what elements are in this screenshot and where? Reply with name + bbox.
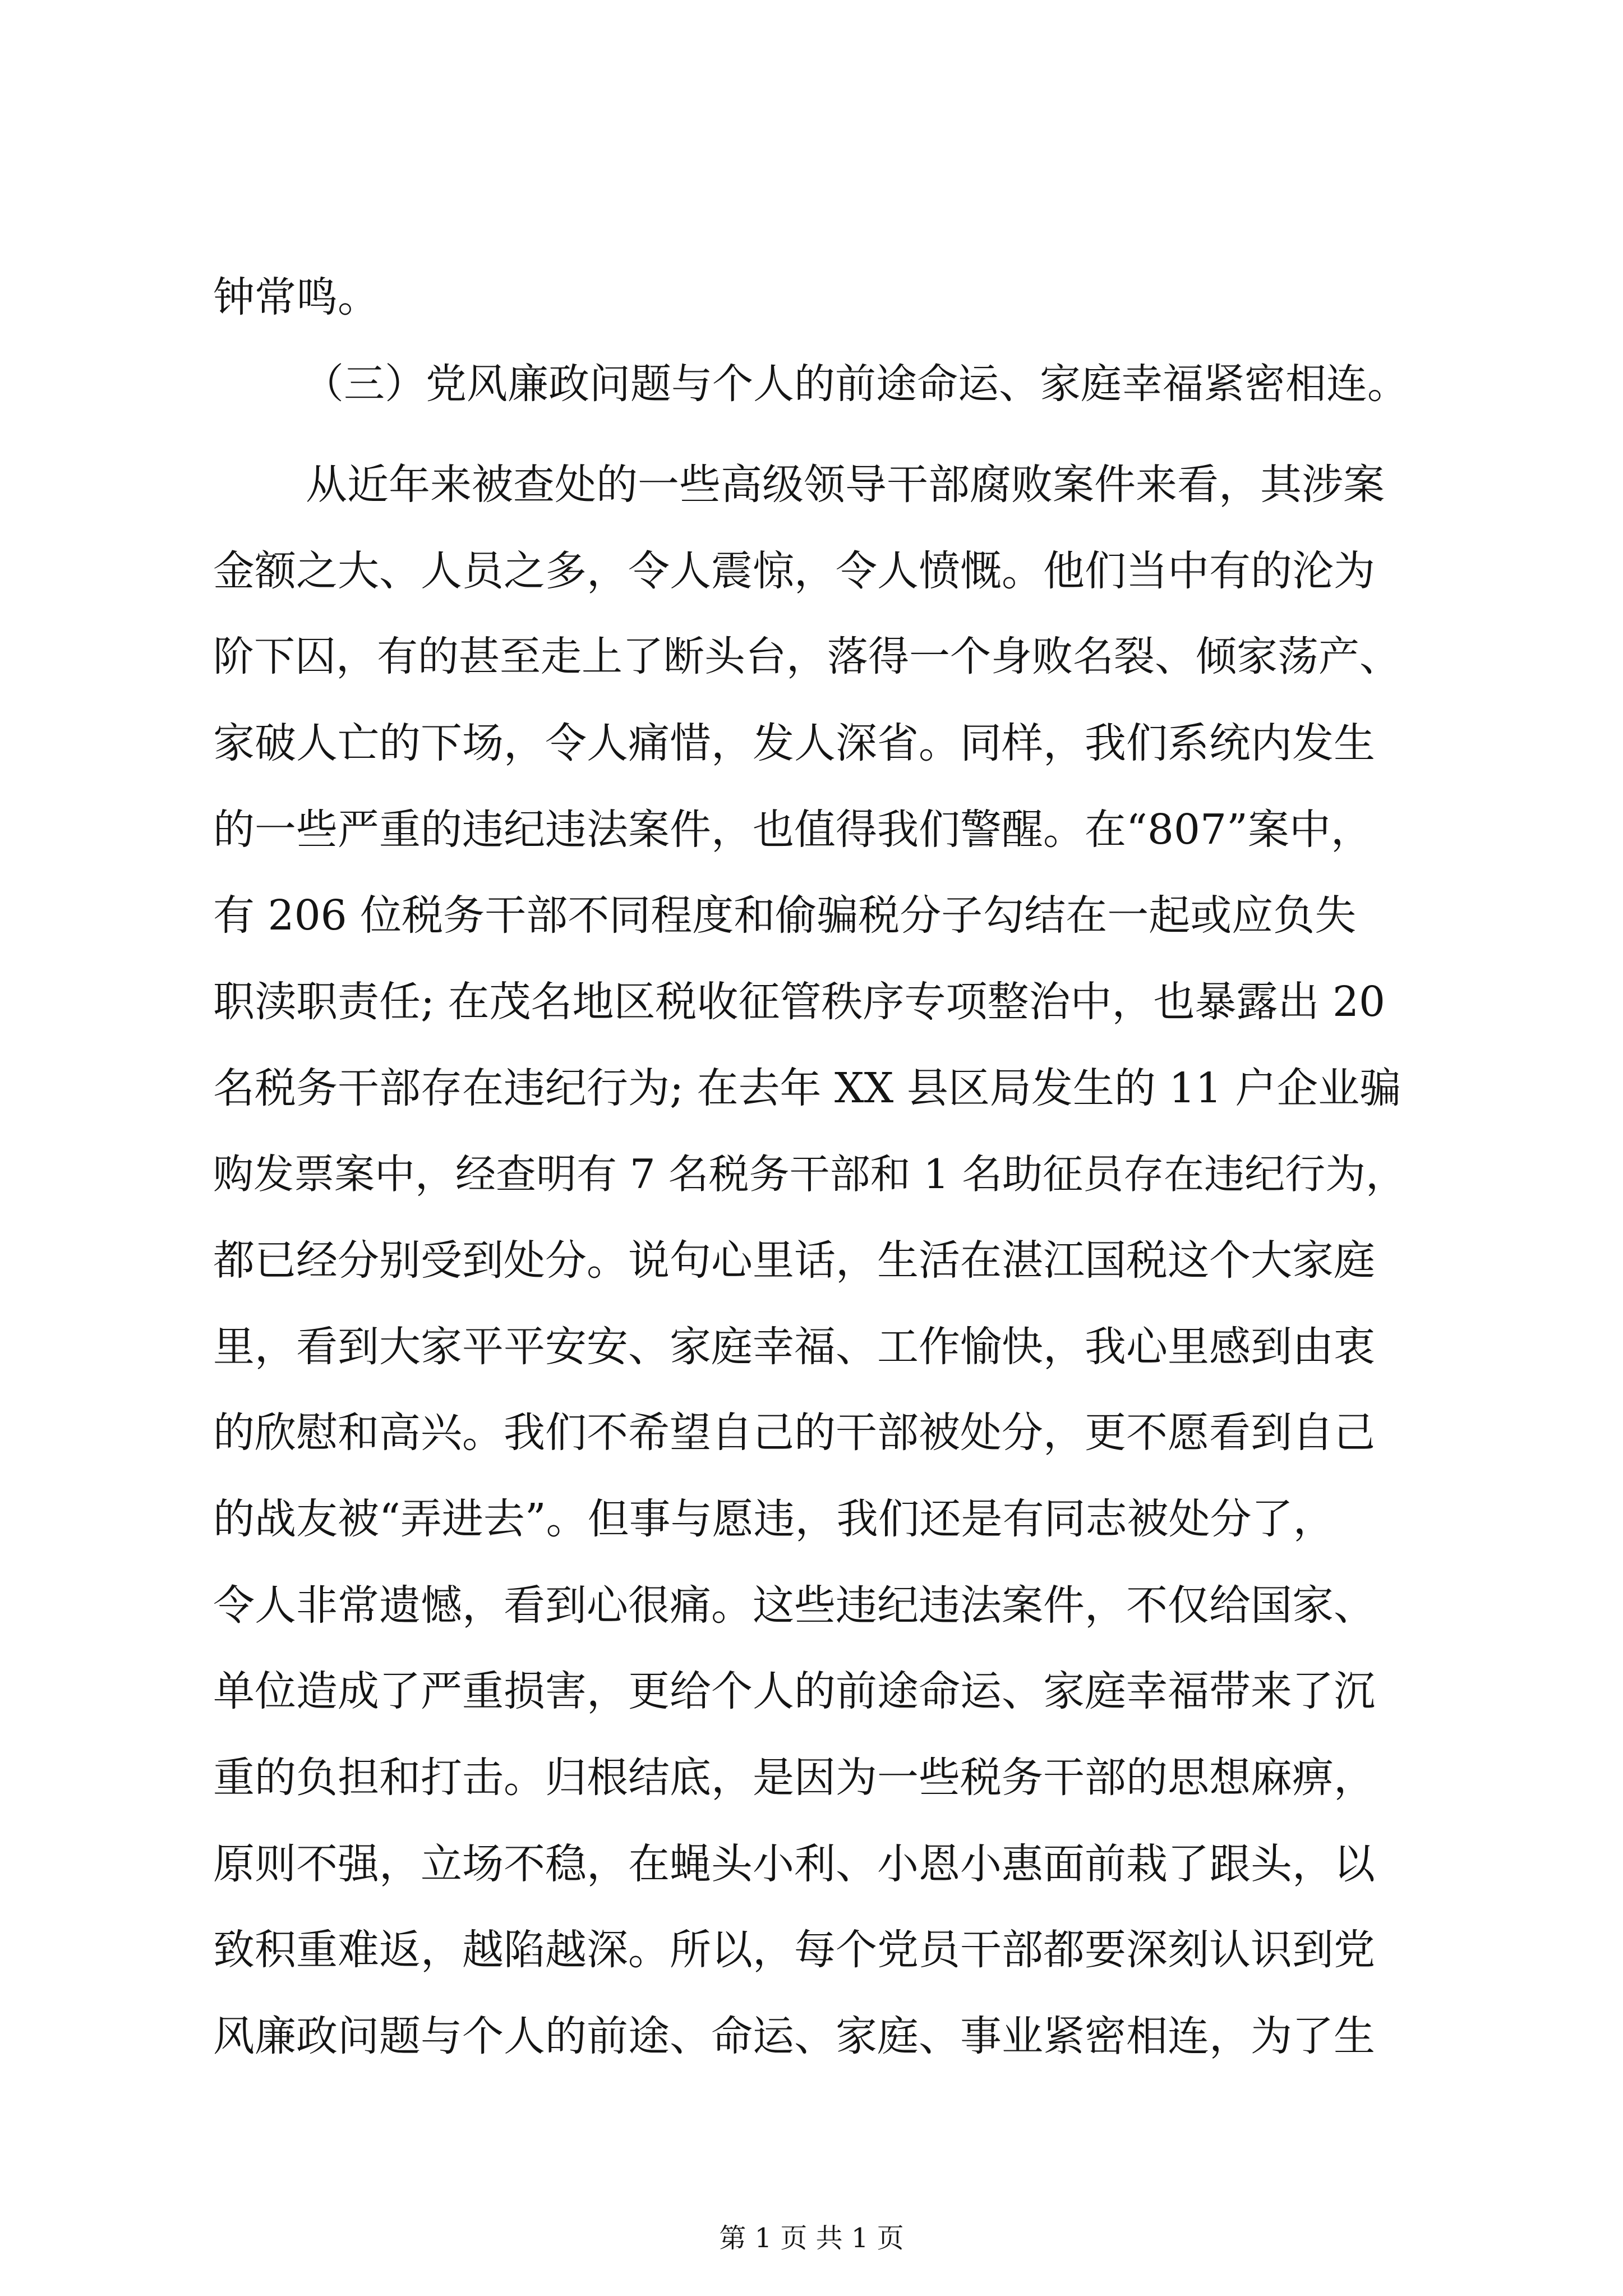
text-line-12: 都已经分别受到处分。说句心里话，生活在湛江国税这个大家庭 xyxy=(213,1236,1375,1285)
section-heading: （三）党风廉政问题与个人的前途命运、家庭幸福紧密相连。 xyxy=(303,360,1408,408)
text-line-13: 里，看到大家平平安安、家庭幸福、工作愉快，我心里感到由衷 xyxy=(213,1323,1375,1371)
text-line-6: 家破人亡的下场，令人痛惜，发人深省。同样，我们系统内发生 xyxy=(213,719,1375,767)
text-line-14: 的欣慰和高兴。我们不希望自己的干部被处分，更不愿看到自己 xyxy=(213,1409,1375,1457)
text-line-18: 重的负担和打击。归根结底，是因为一些税务干部的思想麻痹， xyxy=(213,1754,1375,1802)
text-line-5: 阶下囚，有的甚至走上了断头台，落得一个身败名裂、倾家荡产、 xyxy=(213,633,1400,680)
text-line-17: 单位造成了严重损害，更给个人的前途命运、家庭幸福带来了沉 xyxy=(213,1667,1375,1715)
text-line-8: 有 206 位税务干部不同程度和偷骗税分子勾结在一起或应负失 xyxy=(213,891,1357,940)
text-line-19: 原则不强，立场不稳，在蝇头小利、小恩小惠面前栽了跟头，以 xyxy=(213,1840,1375,1888)
text-line-1: 钟常鸣。 xyxy=(213,273,379,321)
text-line-15: 的战友被“弄进去”。但事与愿违，我们还是有同志被处分了， xyxy=(213,1495,1335,1543)
text-line-16: 令人非常遗憾，看到心很痛。这些违纪违法案件，不仅给国家、 xyxy=(213,1581,1375,1630)
text-line-10: 名税务干部存在违纪行为; 在去年 XX 县区局发生的 11 户企业骗 xyxy=(213,1064,1401,1112)
text-line-3: 从近年来被查处的一些高级领导干部腐败案件来看，其涉案 xyxy=(306,461,1385,509)
text-line-21: 风廉政问题与个人的前途、命运、家庭、事业紧密相连，为了生 xyxy=(213,2012,1375,2060)
text-line-7: 的一些严重的违纪违法案件，也值得我们警醒。在“807”案中， xyxy=(213,806,1372,854)
text-line-4: 金额之大、人员之多，令人震惊，令人愤慨。他们当中有的沦为 xyxy=(213,547,1375,595)
text-line-20: 致积重难返，越陷越深。所以，每个党员干部都要深刻认识到党 xyxy=(213,1926,1375,1974)
text-line-11: 购发票案中，经查明有 7 名税务干部和 1 名助征员存在违纪行为， xyxy=(213,1151,1407,1198)
page-footer: 第 1 页 共 1 页 xyxy=(719,2223,904,2254)
text-line-9: 职渎职责任; 在茂名地区税收征管秩序专项整治中，也暴露出 20 xyxy=(213,978,1386,1026)
